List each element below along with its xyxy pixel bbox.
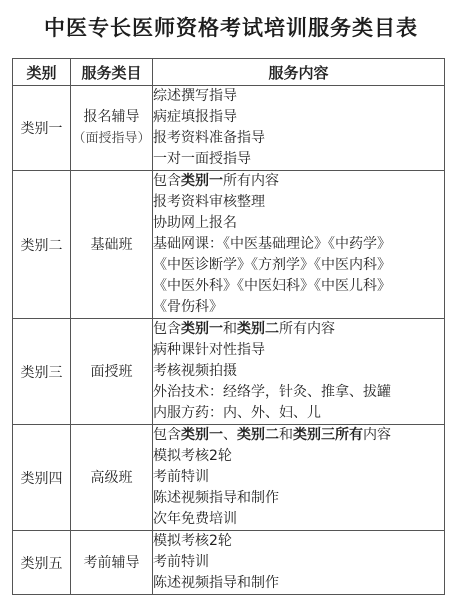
content-line (153, 382, 444, 403)
content-emphasis: 类别二 (237, 321, 279, 337)
content-text: 次年免费培训 (153, 511, 237, 527)
content-text: 模拟考核2轮 (153, 533, 232, 549)
content-line (153, 171, 444, 192)
content-line (153, 509, 444, 530)
content-text: 内服方药：内、外、妇、儿 (153, 405, 321, 421)
content-text: 包含 (153, 427, 181, 443)
content-line (153, 149, 444, 170)
table-row (13, 425, 445, 531)
content-text: 考核视频拍摄 (153, 363, 237, 379)
content-text: 基础网课：《中医基础理论》《中药学》 (153, 236, 391, 252)
content-line (153, 446, 444, 467)
content-emphasis: 类别三所有 (293, 427, 363, 443)
content-text: 包含 (153, 321, 181, 337)
service-type-cell (71, 425, 153, 531)
service-table (12, 58, 445, 595)
service-content-cell (153, 171, 445, 319)
service-content-cell (153, 531, 445, 595)
content-line (153, 403, 444, 424)
content-line (153, 255, 444, 276)
content-text: 协助网上报名 (153, 215, 237, 231)
content-line (153, 107, 444, 128)
service-content-cell (153, 425, 445, 531)
content-line (153, 128, 444, 149)
content-text: 病症填报指导 (153, 109, 237, 125)
table-row (13, 531, 445, 595)
content-line (153, 192, 444, 213)
header-service-content: 服务内容 (153, 59, 445, 86)
service-type-cell (71, 171, 153, 319)
service-type-label: 考前辅导 (83, 554, 140, 571)
category-cell: 类别五 (13, 531, 71, 595)
content-emphasis: 类别一 (181, 427, 223, 443)
content-text: 、 (223, 427, 237, 443)
content-text: 外治技术：经络学，针灸、推拿、拔罐 (153, 384, 391, 400)
content-line (153, 319, 444, 340)
content-text: 考前特训 (153, 554, 209, 570)
content-text: 《骨伤科》 (153, 299, 223, 315)
content-line (153, 213, 444, 234)
service-type-sublabel: （面授指导） (72, 131, 151, 146)
content-line (153, 340, 444, 361)
content-line (153, 467, 444, 488)
service-type-label: 报名辅导 (83, 109, 140, 125)
service-type-cell (71, 86, 153, 171)
content-line (153, 531, 444, 552)
service-type-cell (71, 319, 153, 425)
content-emphasis: 类别一 (181, 173, 223, 189)
service-type-label: 面授班 (90, 363, 133, 380)
content-text: 《中医外科》《中医妇科》《中医儿科》 (153, 278, 391, 294)
content-line (153, 86, 444, 107)
content-emphasis: 类别二 (237, 427, 279, 443)
category-cell: 类别三 (13, 319, 71, 425)
content-line (153, 552, 444, 573)
table-row (13, 86, 445, 171)
content-emphasis: 类别一 (181, 321, 223, 337)
category-cell: 类别一 (13, 86, 71, 171)
content-line (153, 234, 444, 255)
content-text: 陈述视频指导和制作 (153, 490, 279, 506)
content-text: 陈述视频指导和制作 (153, 575, 279, 591)
content-line (153, 573, 444, 594)
content-line (153, 488, 444, 509)
content-line (153, 361, 444, 382)
service-type-cell (71, 531, 153, 595)
content-text: 和 (279, 427, 293, 443)
content-text: 所有内容 (279, 321, 335, 337)
service-content-cell (153, 86, 445, 171)
content-text: 内容 (363, 427, 391, 443)
content-text: 和 (223, 321, 237, 337)
content-text: 综述撰写指导 (153, 88, 237, 104)
header-category: 类别 (13, 59, 71, 86)
content-text: 一对一面授指导 (153, 151, 251, 167)
content-text: 报考资料准备指导 (153, 130, 265, 146)
content-text: 报考资料审核整理 (153, 194, 265, 210)
service-type-label: 基础班 (90, 236, 133, 253)
content-text: 《中医诊断学》《方剂学》《中医内科》 (153, 257, 391, 273)
page-title: 中医专长医师资格考试培训服务类目表 (44, 16, 418, 40)
content-text: 模拟考核2轮 (153, 448, 232, 464)
content-line (153, 425, 444, 446)
content-line (153, 297, 444, 318)
table-header-row (13, 59, 445, 86)
table-row (13, 319, 445, 425)
content-line (153, 276, 444, 297)
content-text: 所有内容 (223, 173, 279, 189)
service-content-cell (153, 319, 445, 425)
category-cell: 类别二 (13, 171, 71, 319)
category-cell: 类别四 (13, 425, 71, 531)
content-text: 病种课针对性指导 (153, 342, 265, 358)
content-text: 考前特训 (153, 469, 209, 485)
table-row (13, 171, 445, 319)
content-text: 包含 (153, 173, 181, 189)
header-service-type: 服务类目 (71, 59, 153, 86)
service-type-label: 高级班 (90, 469, 133, 486)
